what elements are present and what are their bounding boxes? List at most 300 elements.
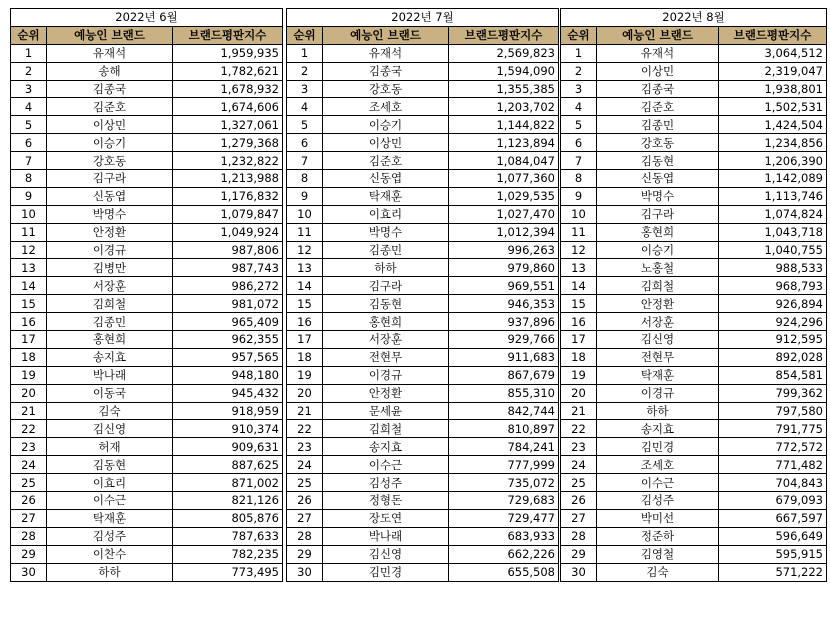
brand-name-cell: 이수근 <box>597 474 719 492</box>
brand-header: 예능인 브랜드 <box>323 26 449 44</box>
brand-name-cell: 김희철 <box>597 277 719 295</box>
brand-name-cell: 하하 <box>47 563 173 581</box>
rank-cell: 23 <box>11 438 47 456</box>
score-cell: 957,565 <box>173 348 283 366</box>
score-cell: 1,049,924 <box>173 223 283 241</box>
score-cell: 945,432 <box>173 384 283 402</box>
score-cell: 1,084,047 <box>449 152 559 170</box>
score-cell: 1,959,935 <box>173 44 283 62</box>
score-cell: 1,594,090 <box>449 62 559 80</box>
brand-name-cell: 김성주 <box>323 474 449 492</box>
table-row <box>287 492 559 510</box>
score-cell: 981,072 <box>173 295 283 313</box>
score-cell: 1,234,856 <box>719 134 827 152</box>
rank-cell: 30 <box>287 563 323 581</box>
rank-cell: 27 <box>11 509 47 527</box>
rank-cell: 3 <box>561 80 597 98</box>
rank-cell: 26 <box>287 492 323 510</box>
table-row <box>11 438 283 456</box>
score-cell: 968,793 <box>719 277 827 295</box>
brand-name-cell: 허재 <box>47 438 173 456</box>
rank-cell: 7 <box>11 152 47 170</box>
rank-cell: 12 <box>11 241 47 259</box>
brand-name-cell: 김구라 <box>323 277 449 295</box>
table-row <box>11 295 283 313</box>
score-cell: 1,279,368 <box>173 134 283 152</box>
month-table-august <box>560 8 827 582</box>
table-row <box>11 420 283 438</box>
rank-cell: 29 <box>561 545 597 563</box>
table-row <box>11 152 283 170</box>
brand-name-cell: 김구라 <box>47 170 173 188</box>
brand-name-cell: 이경규 <box>47 241 173 259</box>
brand-name-cell: 박명수 <box>47 205 173 223</box>
table-row <box>287 563 559 581</box>
rank-cell: 4 <box>561 98 597 116</box>
table-row <box>287 152 559 170</box>
brand-name-cell: 서장훈 <box>47 277 173 295</box>
table-row <box>287 134 559 152</box>
table-row <box>561 277 827 295</box>
score-cell: 679,093 <box>719 492 827 510</box>
table-row <box>11 474 283 492</box>
score-cell: 937,896 <box>449 313 559 331</box>
rank-cell: 1 <box>11 44 47 62</box>
rank-cell: 14 <box>287 277 323 295</box>
brand-name-cell: 김종국 <box>597 80 719 98</box>
table-row <box>11 259 283 277</box>
brand-name-cell: 전현무 <box>597 348 719 366</box>
brand-name-cell: 서장훈 <box>597 313 719 331</box>
score-cell: 596,649 <box>719 527 827 545</box>
score-cell: 1,206,390 <box>719 152 827 170</box>
brand-name-cell: 전현무 <box>323 348 449 366</box>
score-cell: 1,232,822 <box>173 152 283 170</box>
score-cell: 777,999 <box>449 456 559 474</box>
brand-name-cell: 노홍철 <box>597 259 719 277</box>
rank-cell: 2 <box>11 62 47 80</box>
score-cell: 662,226 <box>449 545 559 563</box>
table-row <box>561 187 827 205</box>
table-row <box>11 492 283 510</box>
score-cell: 996,263 <box>449 241 559 259</box>
rank-cell: 2 <box>287 62 323 80</box>
table-row <box>561 44 827 62</box>
rank-cell: 2 <box>561 62 597 80</box>
table-row <box>561 80 827 98</box>
score-cell: 854,581 <box>719 366 827 384</box>
score-cell: 771,482 <box>719 456 827 474</box>
table-row <box>561 438 827 456</box>
score-cell: 979,860 <box>449 259 559 277</box>
table-row <box>287 331 559 349</box>
rank-cell: 20 <box>561 384 597 402</box>
brand-name-cell: 서장훈 <box>323 331 449 349</box>
table-row <box>11 44 283 62</box>
score-header: 브랜드평판지수 <box>719 26 827 44</box>
rank-cell: 25 <box>11 474 47 492</box>
table-row <box>561 563 827 581</box>
table-row <box>287 402 559 420</box>
table-row <box>561 348 827 366</box>
brand-name-cell: 유재석 <box>323 44 449 62</box>
table-row <box>561 170 827 188</box>
score-header: 브랜드평판지수 <box>449 26 559 44</box>
rank-cell: 11 <box>561 223 597 241</box>
rank-cell: 17 <box>561 331 597 349</box>
score-cell: 887,625 <box>173 456 283 474</box>
brand-name-cell: 김병만 <box>47 259 173 277</box>
table-row <box>561 313 827 331</box>
score-cell: 735,072 <box>449 474 559 492</box>
table-row <box>11 331 283 349</box>
table-row <box>287 223 559 241</box>
table-row <box>287 205 559 223</box>
rank-cell: 18 <box>287 348 323 366</box>
month-table-june <box>10 8 283 582</box>
rank-cell: 14 <box>561 277 597 295</box>
month-title: 2022년 8월 <box>561 9 827 27</box>
rank-cell: 17 <box>287 331 323 349</box>
score-cell: 704,843 <box>719 474 827 492</box>
rank-cell: 6 <box>287 134 323 152</box>
brand-name-cell: 김준호 <box>597 98 719 116</box>
table-row <box>11 205 283 223</box>
rank-cell: 28 <box>287 527 323 545</box>
score-cell: 987,806 <box>173 241 283 259</box>
rank-cell: 5 <box>287 116 323 134</box>
rank-cell: 7 <box>561 152 597 170</box>
rank-cell: 8 <box>11 170 47 188</box>
score-cell: 787,633 <box>173 527 283 545</box>
brand-header: 예능인 브랜드 <box>597 26 719 44</box>
score-cell: 1,502,531 <box>719 98 827 116</box>
brand-name-cell: 송해 <box>47 62 173 80</box>
score-cell: 1,424,504 <box>719 116 827 134</box>
rank-cell: 10 <box>11 205 47 223</box>
rank-cell: 19 <box>561 366 597 384</box>
brand-name-cell: 하하 <box>323 259 449 277</box>
brand-name-cell: 강호동 <box>597 134 719 152</box>
table-row <box>11 313 283 331</box>
table-row <box>287 44 559 62</box>
rank-cell: 18 <box>11 348 47 366</box>
score-cell: 948,180 <box>173 366 283 384</box>
table-row <box>561 545 827 563</box>
brand-name-cell: 정형돈 <box>323 492 449 510</box>
brand-name-cell: 조세호 <box>597 456 719 474</box>
score-cell: 729,683 <box>449 492 559 510</box>
table-row <box>11 366 283 384</box>
table-row <box>11 134 283 152</box>
table-row <box>11 170 283 188</box>
brand-name-cell: 이상민 <box>323 134 449 152</box>
brand-name-cell: 김동현 <box>47 456 173 474</box>
table-row <box>287 116 559 134</box>
score-cell: 1,938,801 <box>719 80 827 98</box>
score-cell: 986,272 <box>173 277 283 295</box>
rank-cell: 15 <box>287 295 323 313</box>
score-cell: 683,933 <box>449 527 559 545</box>
rank-cell: 5 <box>11 116 47 134</box>
table-row <box>287 277 559 295</box>
score-cell: 855,310 <box>449 384 559 402</box>
score-cell: 2,569,823 <box>449 44 559 62</box>
rank-cell: 26 <box>11 492 47 510</box>
table-row <box>287 509 559 527</box>
rank-cell: 4 <box>287 98 323 116</box>
rank-cell: 29 <box>287 545 323 563</box>
score-cell: 797,580 <box>719 402 827 420</box>
score-cell: 1,327,061 <box>173 116 283 134</box>
score-cell: 595,915 <box>719 545 827 563</box>
table-row <box>561 134 827 152</box>
rank-cell: 13 <box>11 259 47 277</box>
table-row <box>561 205 827 223</box>
score-cell: 799,362 <box>719 384 827 402</box>
score-cell: 910,374 <box>173 420 283 438</box>
table-row <box>561 527 827 545</box>
brand-name-cell: 탁재훈 <box>597 366 719 384</box>
brand-name-cell: 김민경 <box>597 438 719 456</box>
brand-name-cell: 박나래 <box>323 527 449 545</box>
score-cell: 1,355,385 <box>449 80 559 98</box>
brand-name-cell: 홍현희 <box>323 313 449 331</box>
table-row <box>561 509 827 527</box>
score-cell: 988,533 <box>719 259 827 277</box>
table-row <box>11 527 283 545</box>
rank-cell: 10 <box>287 205 323 223</box>
rank-cell: 3 <box>11 80 47 98</box>
brand-name-cell: 김신영 <box>597 331 719 349</box>
score-cell: 782,235 <box>173 545 283 563</box>
table-row <box>11 187 283 205</box>
table-row <box>11 384 283 402</box>
brand-name-cell: 이효리 <box>323 205 449 223</box>
score-cell: 1,144,822 <box>449 116 559 134</box>
rank-cell: 14 <box>11 277 47 295</box>
rank-cell: 13 <box>561 259 597 277</box>
rank-cell: 8 <box>561 170 597 188</box>
brand-name-cell: 이경규 <box>323 366 449 384</box>
score-cell: 1,782,621 <box>173 62 283 80</box>
score-cell: 962,355 <box>173 331 283 349</box>
brand-name-cell: 이수근 <box>323 456 449 474</box>
table-row <box>287 241 559 259</box>
brand-name-cell: 안정환 <box>597 295 719 313</box>
brand-name-cell: 송지효 <box>597 420 719 438</box>
table-row <box>561 259 827 277</box>
brand-name-cell: 유재석 <box>597 44 719 62</box>
rank-cell: 18 <box>561 348 597 366</box>
table-row <box>11 80 283 98</box>
brand-name-cell: 안정환 <box>323 384 449 402</box>
table-row <box>287 259 559 277</box>
rank-cell: 6 <box>561 134 597 152</box>
brand-name-cell: 김종민 <box>323 241 449 259</box>
brand-name-cell: 유재석 <box>47 44 173 62</box>
table-row <box>287 98 559 116</box>
brand-name-cell: 김신영 <box>323 545 449 563</box>
brand-name-cell: 조세호 <box>323 98 449 116</box>
score-cell: 918,959 <box>173 402 283 420</box>
table-row <box>287 295 559 313</box>
rank-cell: 28 <box>561 527 597 545</box>
table-row <box>287 80 559 98</box>
table-row <box>11 223 283 241</box>
brand-name-cell: 신동엽 <box>323 170 449 188</box>
rank-cell: 6 <box>11 134 47 152</box>
score-header: 브랜드평판지수 <box>173 26 283 44</box>
rank-cell: 16 <box>287 313 323 331</box>
rank-cell: 1 <box>561 44 597 62</box>
brand-name-cell: 이효리 <box>47 474 173 492</box>
brand-name-cell: 김희철 <box>323 420 449 438</box>
rank-cell: 3 <box>287 80 323 98</box>
brand-name-cell: 김준호 <box>323 152 449 170</box>
rank-cell: 12 <box>287 241 323 259</box>
score-cell: 965,409 <box>173 313 283 331</box>
table-row <box>561 116 827 134</box>
brand-name-cell: 송지효 <box>47 348 173 366</box>
brand-name-cell: 박미선 <box>597 509 719 527</box>
table-row <box>11 241 283 259</box>
score-cell: 892,028 <box>719 348 827 366</box>
rank-cell: 20 <box>11 384 47 402</box>
brand-name-cell: 김영철 <box>597 545 719 563</box>
table-row <box>287 420 559 438</box>
table-row <box>561 152 827 170</box>
rank-cell: 9 <box>287 187 323 205</box>
rank-cell: 30 <box>561 563 597 581</box>
brand-name-cell: 송지효 <box>323 438 449 456</box>
score-cell: 1,113,746 <box>719 187 827 205</box>
table-row <box>287 366 559 384</box>
brand-name-cell: 강호동 <box>47 152 173 170</box>
rank-cell: 15 <box>561 295 597 313</box>
score-cell: 1,043,718 <box>719 223 827 241</box>
score-cell: 946,353 <box>449 295 559 313</box>
brand-name-cell: 안정환 <box>47 223 173 241</box>
score-cell: 1,029,535 <box>449 187 559 205</box>
table-row <box>287 313 559 331</box>
table-row <box>11 509 283 527</box>
table-row <box>561 384 827 402</box>
rank-cell: 17 <box>11 331 47 349</box>
table-row <box>11 348 283 366</box>
score-cell: 1,142,089 <box>719 170 827 188</box>
rank-cell: 24 <box>287 456 323 474</box>
score-cell: 2,319,047 <box>719 62 827 80</box>
table-row <box>561 331 827 349</box>
table-row <box>287 438 559 456</box>
score-cell: 1,079,847 <box>173 205 283 223</box>
score-cell: 911,683 <box>449 348 559 366</box>
table-row <box>561 241 827 259</box>
brand-name-cell: 김숙 <box>47 402 173 420</box>
brand-name-cell: 이수근 <box>47 492 173 510</box>
brand-name-cell: 이승기 <box>597 241 719 259</box>
score-cell: 1,176,832 <box>173 187 283 205</box>
score-cell: 909,631 <box>173 438 283 456</box>
score-cell: 784,241 <box>449 438 559 456</box>
brand-name-cell: 김성주 <box>597 492 719 510</box>
score-cell: 805,876 <box>173 509 283 527</box>
rank-cell: 22 <box>287 420 323 438</box>
score-cell: 1,040,755 <box>719 241 827 259</box>
brand-name-cell: 신동엽 <box>47 187 173 205</box>
score-cell: 1,123,894 <box>449 134 559 152</box>
brand-name-cell: 장도연 <box>323 509 449 527</box>
brand-name-cell: 강호동 <box>323 80 449 98</box>
brand-name-cell: 신동엽 <box>597 170 719 188</box>
table-row <box>561 62 827 80</box>
score-cell: 867,679 <box>449 366 559 384</box>
brand-header: 예능인 브랜드 <box>47 26 173 44</box>
table-row <box>561 295 827 313</box>
score-cell: 810,897 <box>449 420 559 438</box>
table-row <box>11 563 283 581</box>
rank-cell: 30 <box>11 563 47 581</box>
rank-cell: 16 <box>11 313 47 331</box>
rank-cell: 19 <box>11 366 47 384</box>
brand-name-cell: 김성주 <box>47 527 173 545</box>
score-cell: 924,296 <box>719 313 827 331</box>
table-row <box>287 170 559 188</box>
rank-cell: 24 <box>561 456 597 474</box>
table-row <box>561 456 827 474</box>
brand-name-cell: 이경규 <box>597 384 719 402</box>
table-row <box>11 62 283 80</box>
table-row <box>11 456 283 474</box>
score-cell: 926,894 <box>719 295 827 313</box>
score-cell: 871,002 <box>173 474 283 492</box>
rank-cell: 12 <box>561 241 597 259</box>
brand-name-cell: 김동현 <box>323 295 449 313</box>
score-cell: 969,551 <box>449 277 559 295</box>
brand-name-cell: 김종국 <box>323 62 449 80</box>
table-row <box>561 98 827 116</box>
score-cell: 772,572 <box>719 438 827 456</box>
rank-cell: 15 <box>11 295 47 313</box>
rank-cell: 29 <box>11 545 47 563</box>
rank-header: 순위 <box>11 26 47 44</box>
rank-cell: 26 <box>561 492 597 510</box>
rank-cell: 23 <box>287 438 323 456</box>
brand-name-cell: 홍현희 <box>597 223 719 241</box>
rank-cell: 25 <box>561 474 597 492</box>
rank-header: 순위 <box>561 26 597 44</box>
table-row <box>561 492 827 510</box>
brand-name-cell: 홍현희 <box>47 331 173 349</box>
rank-cell: 22 <box>561 420 597 438</box>
rank-cell: 5 <box>561 116 597 134</box>
brand-name-cell: 하하 <box>597 402 719 420</box>
table-row <box>287 474 559 492</box>
brand-name-cell: 김신영 <box>47 420 173 438</box>
score-cell: 773,495 <box>173 563 283 581</box>
score-cell: 842,744 <box>449 402 559 420</box>
score-cell: 1,012,394 <box>449 223 559 241</box>
month-title: 2022년 7월 <box>287 9 559 27</box>
table-row <box>287 348 559 366</box>
brand-name-cell: 박명수 <box>323 223 449 241</box>
rank-cell: 10 <box>561 205 597 223</box>
rank-header: 순위 <box>287 26 323 44</box>
month-title: 2022년 6월 <box>11 9 283 27</box>
table-row <box>287 384 559 402</box>
rank-cell: 9 <box>561 187 597 205</box>
